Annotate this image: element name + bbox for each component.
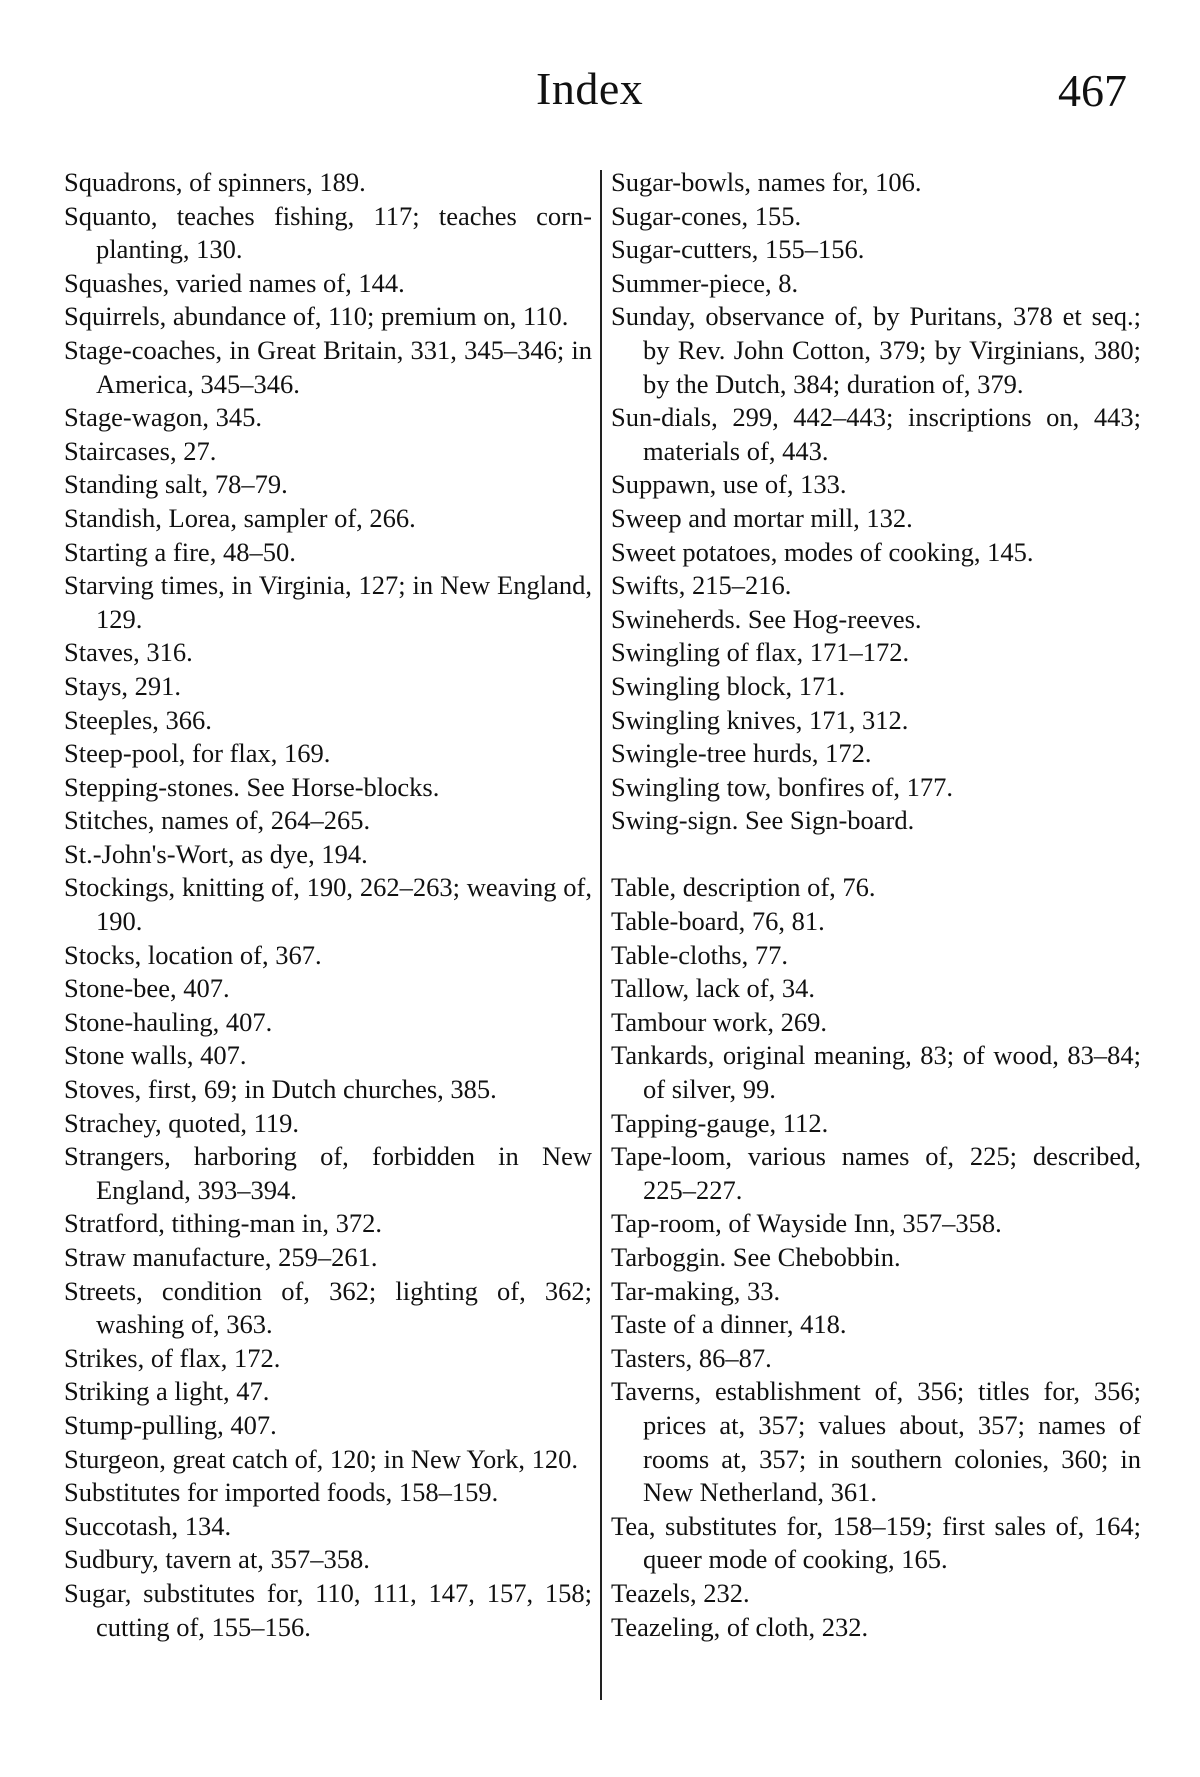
index-entry: Starting a fire, 48–50. — [64, 536, 296, 567]
index-entry: Sweep and mortar mill, 132. — [611, 502, 913, 533]
index-entry: Standing salt, 78–79. — [64, 469, 288, 500]
index-entry: Tape-loom, various names of, 225; described, 225–227. — [611, 1141, 1141, 1205]
index-entry: Teazels, 232. — [611, 1577, 750, 1608]
index-entry: Stone walls, 407. — [64, 1040, 247, 1071]
index-entry: St.-John's-Wort, as dye, 194. — [64, 838, 368, 869]
index-entry: Sun-dials, 299, 442–443; inscriptions on, 443; materials of, 443. — [611, 402, 1141, 466]
index-entry: Stoves, first, 69; in Dutch churches, 385. — [64, 1074, 497, 1105]
index-entry: Tambour work, 269. — [611, 1006, 827, 1037]
index-group-t — [611, 871, 1141, 1644]
index-entry: Tallow, lack of, 34. — [611, 973, 815, 1004]
index-entry: Strangers, harboring of, forbidden in New England, 393–394. — [64, 1141, 592, 1205]
index-entry: Stump-pulling, 407. — [64, 1409, 277, 1440]
index-entry: Sunday, observance of, by Puritans, 378 et seq.; by Rev. John Cotton, 379; by Virginians, 380; by the Dutch, 384; duration of, 379. — [611, 301, 1141, 399]
index-entry: Squadrons, of spinners, 189. — [64, 167, 366, 197]
index-entry: Tar-making, 33. — [611, 1275, 781, 1306]
index-entry: Table-board, 76, 81. — [611, 906, 825, 937]
index-entry: Sugar-bowls, names for, 106. — [611, 167, 922, 197]
index-entry: Stays, 291. — [64, 670, 182, 701]
index-entry: Tapping-gauge, 112. — [611, 1107, 829, 1138]
index-entry: Sturgeon, great catch of, 120; in New York, 120. — [64, 1443, 578, 1474]
index-entry: Succotash, 134. — [64, 1510, 232, 1541]
index-entry: Stitches, names of, 264–265. — [64, 805, 371, 836]
index-column-right — [611, 166, 1141, 1644]
index-entry: Staves, 316. — [64, 637, 193, 668]
index-column-left — [64, 166, 592, 1644]
index-entry: Taverns, establishment of, 356; titles for, 356; prices at, 357; values about, 357; names of rooms at, 357; in southern colonies, 360; in New Netherland, 361. — [611, 1376, 1141, 1508]
index-entry: Tea, substitutes for, 158–159; first sales of, 164; queer mode of cooking, 165. — [611, 1510, 1141, 1575]
index-entry: Swifts, 215–216. — [611, 570, 792, 601]
index-entry: Strachey, quoted, 119. — [64, 1107, 300, 1138]
index-entry: Starving times, in Virginia, 127; in New England, 129. — [64, 570, 592, 634]
column-divider — [600, 170, 602, 1700]
index-entry: Striking a light, 47. — [64, 1376, 270, 1407]
page-number: 467 — [1058, 65, 1127, 116]
index-entry: Stockings, knitting of, 190, 262–263; weaving of, 190. — [64, 872, 592, 937]
group-spacer — [611, 838, 1141, 872]
index-entry: Squanto, teaches fishing, 117; teaches corn-planting, 130. — [64, 200, 592, 265]
index-entry: Strikes, of flax, 172. — [64, 1342, 281, 1373]
index-entry: Swingling block, 171. — [611, 670, 846, 701]
index-entry: Steep-pool, for flax, 169. — [64, 738, 331, 769]
index-entry: Stone-bee, 407. — [64, 973, 230, 1004]
index-entry: Staircases, 27. — [64, 435, 217, 466]
index-entry: Swingling knives, 171, 312. — [611, 704, 909, 735]
index-entry: Stepping-stones. See Horse-blocks. — [64, 771, 440, 802]
index-entry: Sweet potatoes, modes of cooking, 145. — [611, 536, 1034, 567]
running-title: Index — [536, 63, 644, 114]
index-entry: Stone-hauling, 407. — [64, 1006, 273, 1037]
index-entry: Tarboggin. See Chebobbin. — [611, 1242, 901, 1272]
index-entry: Summer-piece, 8. — [611, 267, 799, 298]
index-entry: Stage-wagon, 345. — [64, 402, 262, 433]
index-entry: Swingling of flax, 171–172. — [611, 637, 910, 668]
index-entry: Tasters, 86–87. — [611, 1342, 772, 1373]
index-entry: Swingling tow, bonfires of, 177. — [611, 771, 954, 802]
index-entry: Stage-coaches, in Great Britain, 331, 345–346; in America, 345–346. — [64, 334, 592, 399]
index-entry: Sugar, substitutes for, 110, 111, 147, 157, 158; cutting of, 155–156. — [64, 1577, 592, 1642]
page-header — [0, 62, 1200, 132]
index-entry: Sugar-cutters, 155–156. — [611, 234, 865, 265]
index-entry: Tap-room, of Wayside Inn, 357–358. — [611, 1208, 1002, 1239]
index-entry: Taste of a dinner, 418. — [611, 1309, 847, 1340]
index-entry: Swing-sign. See Sign-board. — [611, 805, 915, 836]
index-entry: Table, description of, 76. — [611, 872, 876, 903]
index-entry: Squashes, varied names of, 144. — [64, 267, 405, 298]
index-entry: Streets, condition of, 362; lighting of, 362; washing of, 363. — [64, 1275, 592, 1340]
index-entry: Sugar-cones, 155. — [611, 200, 802, 231]
index-entry: Squirrels, abundance of, 110; premium on, 110. — [64, 301, 569, 332]
index-entry: Swingle-tree hurds, 172. — [611, 738, 872, 769]
index-entry: Tankards, original meaning, 83; of wood, 83–84; of silver, 99. — [611, 1040, 1141, 1105]
index-entry: Suppawn, use of, 133. — [611, 469, 847, 500]
index-entry: Teazeling, of cloth, 232. — [611, 1611, 869, 1642]
index-entry: Swineherds. See Hog-reeves. — [611, 603, 922, 634]
index-entry: Table-cloths, 77. — [611, 939, 788, 970]
index-entry: Steeples, 366. — [64, 704, 212, 735]
index-entry: Standish, Lorea, sampler of, 266. — [64, 502, 416, 533]
index-entry: Stocks, location of, 367. — [64, 939, 322, 970]
index-entry: Sudbury, tavern at, 357–358. — [64, 1544, 370, 1575]
index-entry: Straw manufacture, 259–261. — [64, 1242, 378, 1272]
index-group-s — [611, 166, 1141, 838]
index-entry: Stratford, tithing-man in, 372. — [64, 1208, 382, 1239]
index-entry: Substitutes for imported foods, 158–159. — [64, 1477, 499, 1508]
